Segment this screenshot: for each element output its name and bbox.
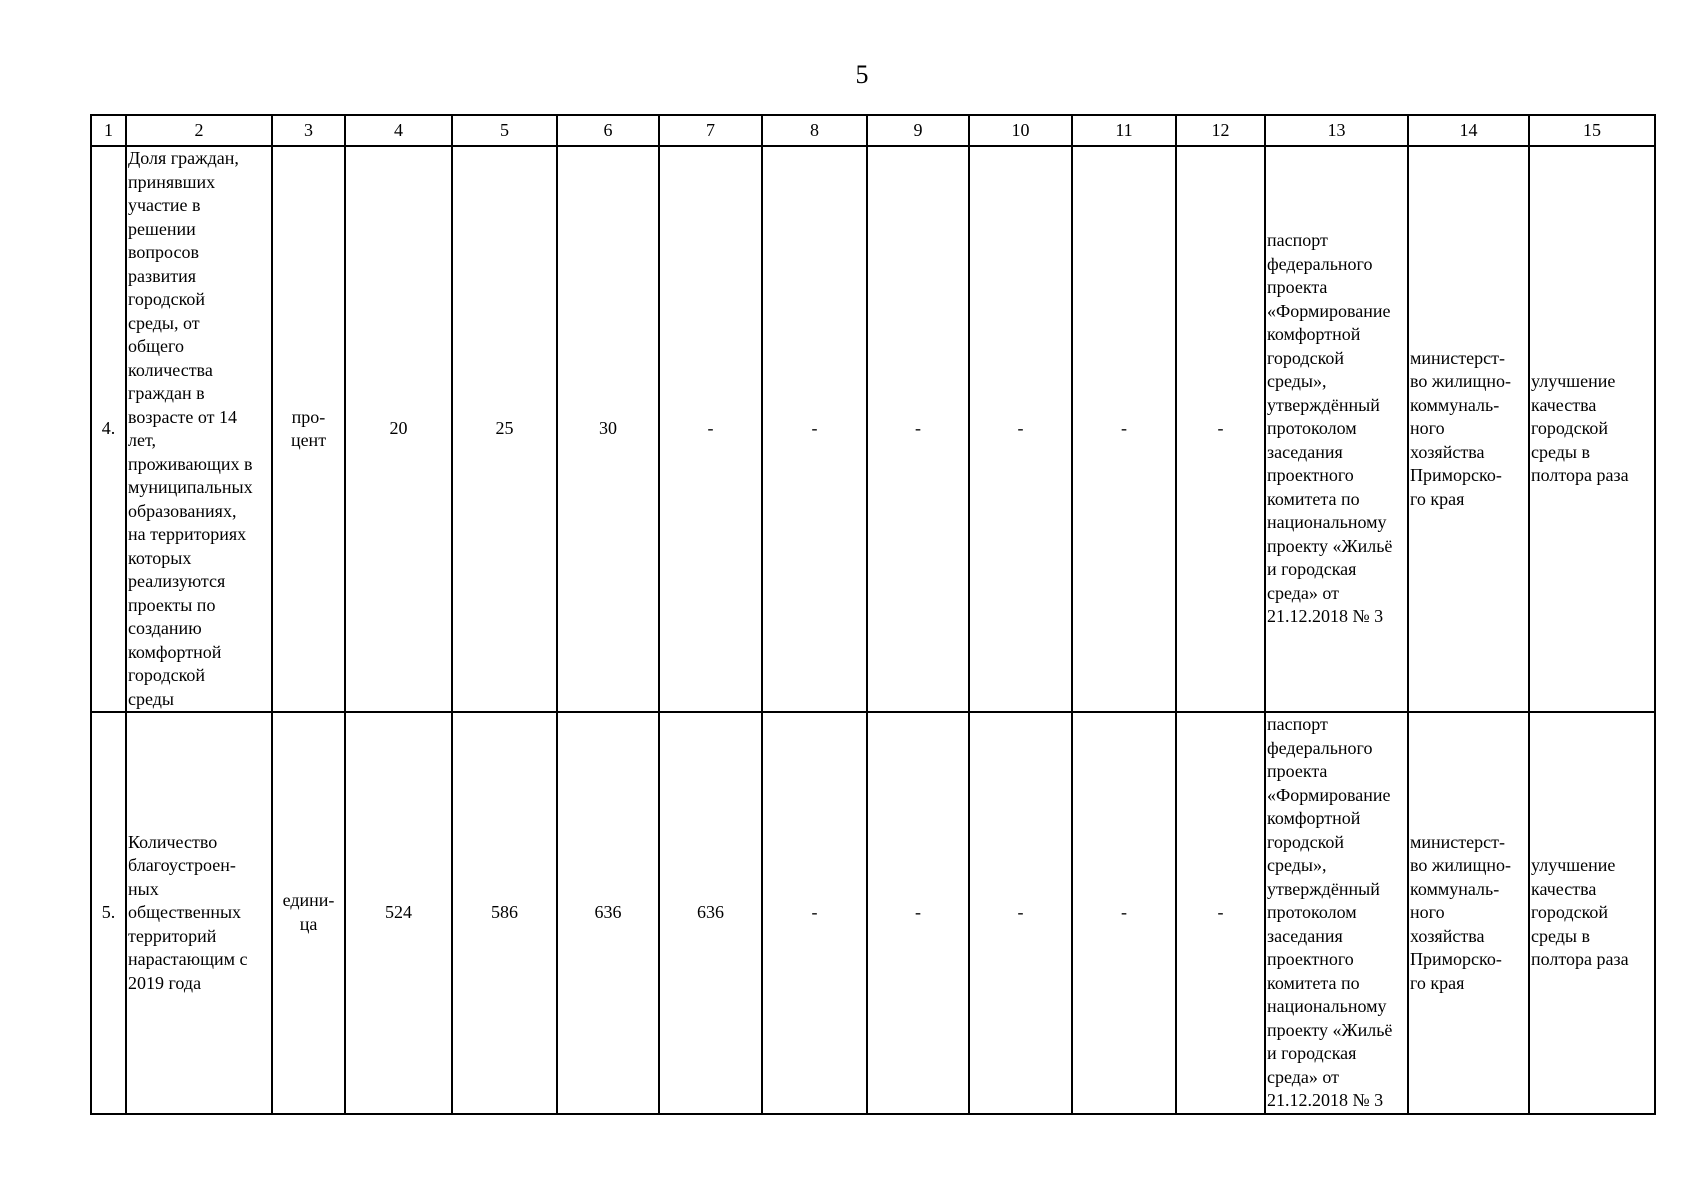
value-cell: - [867,712,969,1114]
value-cell: - [762,712,867,1114]
value-cell: - [762,146,867,712]
value-cell: - [1072,146,1176,712]
column-header: 9 [867,115,969,146]
column-header: 6 [557,115,659,146]
column-header: 7 [659,115,762,146]
table-row [91,146,1655,712]
value-cell: - [1072,712,1176,1114]
unit-of-measure: про- цент [272,146,345,712]
expected-result: улучшение качества городской среды в полтора раза [1529,712,1655,1114]
value-cell: 25 [452,146,557,712]
value-cell: - [1176,712,1265,1114]
column-header: 4 [345,115,452,146]
value-cell: 636 [659,712,762,1114]
source-document: паспорт федерального проекта «Формирование комфортной городской среды», утверждённый протоколом заседания проектного комитета по национальному проекту «Жильё и городская среда» от 21.12.2018 № 3 [1265,712,1408,1114]
indicator-name: Количество благоустроен- ных общественных территорий нарастающим с 2019 года [126,712,272,1114]
value-cell: - [659,146,762,712]
indicator-name: Доля граждан, принявших участие в решении вопросов развития городской среды, от общего количества граждан в возрасте от 14 лет, проживающих в муниципальных образованиях, на территориях которых реализуются проекты по созданию комфортной городской среды [126,146,272,712]
column-header: 8 [762,115,867,146]
responsible-body: министерст- во жилищно- коммуналь- ного хозяйства Приморско- го края [1408,146,1529,712]
header-row [91,115,1655,146]
table-row [91,712,1655,1114]
indicators-table [90,114,1656,1115]
page-number: 5 [855,60,869,89]
expected-result: улучшение качества городской среды в полтора раза [1529,146,1655,712]
responsible-body: министерст- во жилищно- коммуналь- ного хозяйства Приморско- го края [1408,712,1529,1114]
row-number: 4. [91,146,126,712]
value-cell: 524 [345,712,452,1114]
column-header: 12 [1176,115,1265,146]
column-header: 11 [1072,115,1176,146]
row-number: 5. [91,712,126,1114]
column-header: 10 [969,115,1072,146]
column-header: 2 [126,115,272,146]
value-cell: 20 [345,146,452,712]
value-cell: - [867,146,969,712]
value-cell: 636 [557,712,659,1114]
column-header: 13 [1265,115,1408,146]
value-cell: 586 [452,712,557,1114]
value-cell: 30 [557,146,659,712]
value-cell: - [969,712,1072,1114]
value-cell: - [1176,146,1265,712]
column-header: 5 [452,115,557,146]
value-cell: - [969,146,1072,712]
column-header: 15 [1529,115,1655,146]
column-header: 3 [272,115,345,146]
column-header: 14 [1408,115,1529,146]
unit-of-measure: едини- ца [272,712,345,1114]
column-header: 1 [91,115,126,146]
source-document: паспорт федерального проекта «Формирование комфортной городской среды», утверждённый протоколом заседания проектного комитета по национальному проекту «Жильё и городская среда» от 21.12.2018 № 3 [1265,146,1408,712]
